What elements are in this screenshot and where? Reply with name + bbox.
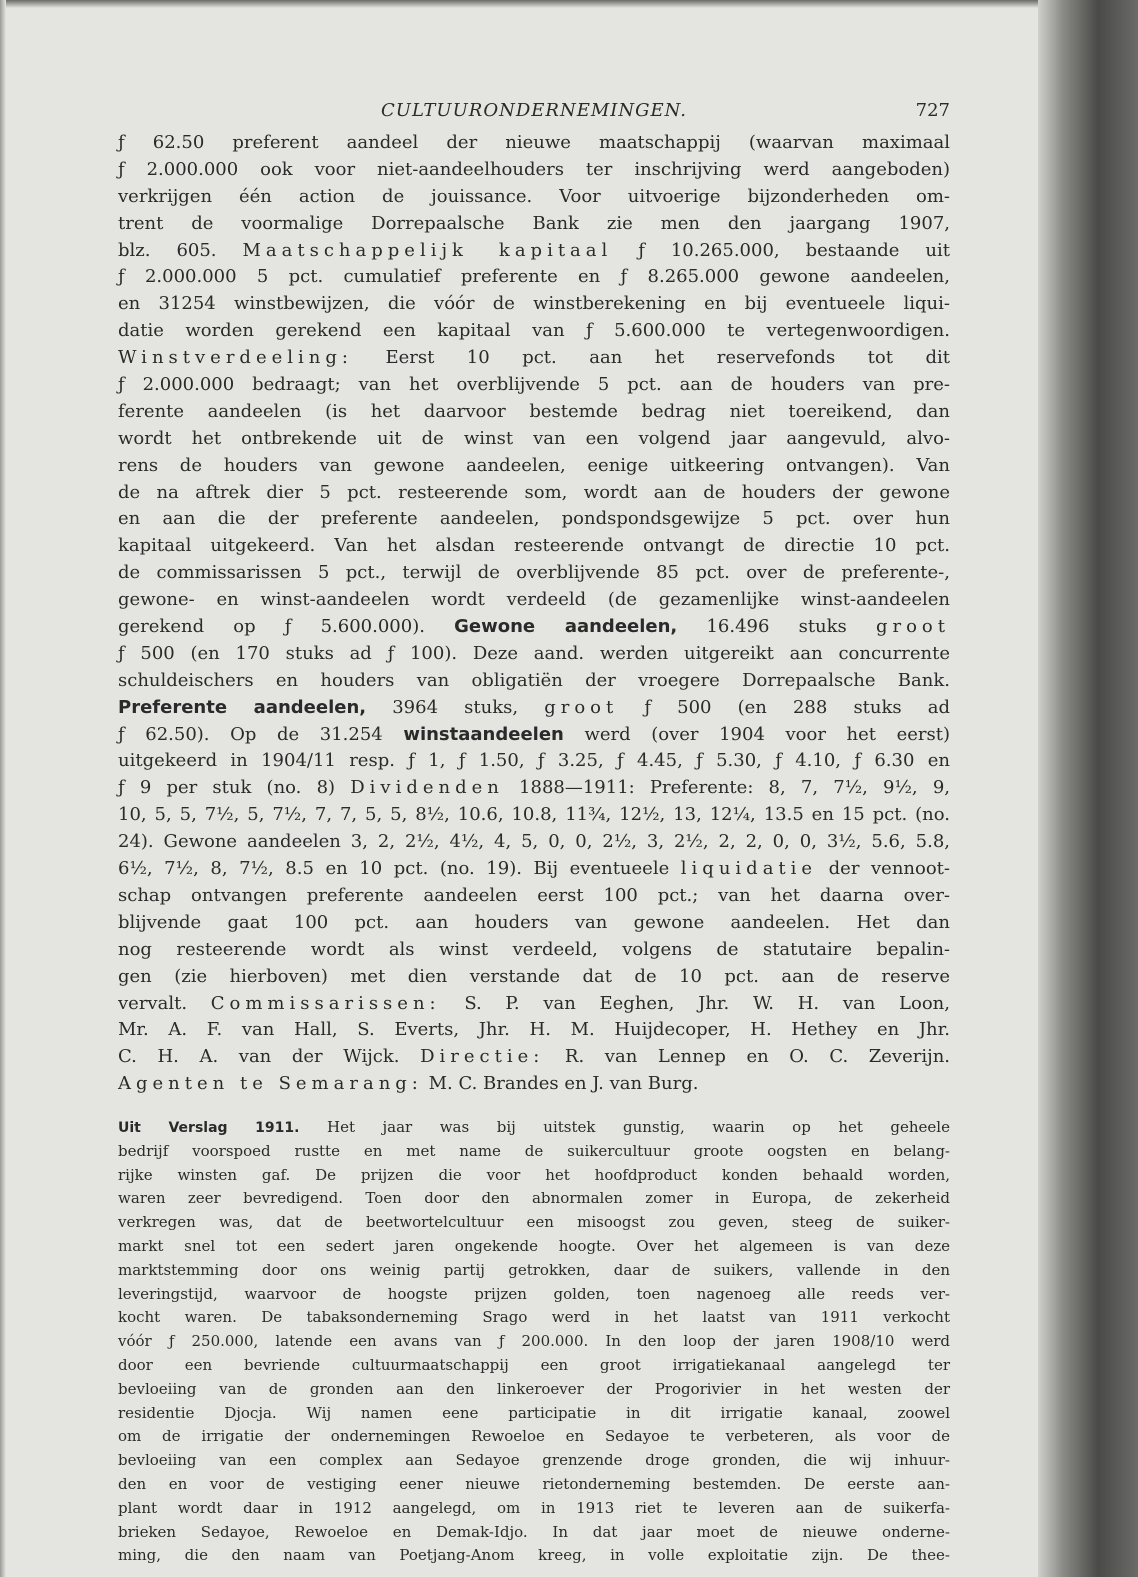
text-line [118,264,950,291]
text-run: den en voor de vestiging eener nieuwe rietonderneming bestemden. De eerste aan- [118,1474,950,1493]
text-run: ƒ 2.000.000 ook voor niet-aandeelhouders ter inschrijving werd aangeboden) [118,158,950,180]
text-run: ƒ 2.000.000 5 pct. cumulatief preferente en ƒ 8.265.000 gewone aandeelen, [118,266,950,288]
note-line [118,1473,950,1497]
text-line [118,668,950,695]
text-line [118,345,950,372]
text-line [118,560,950,587]
text-line [118,130,950,157]
spaced-emphasis: Dividenden [350,777,504,799]
text-run: 3964 stuks, [366,696,545,718]
text-line [118,964,950,991]
spaced-emphasis: Winstverdeeling: [118,347,353,369]
text-run: S. P. van Eeghen, Jhr. W. H. van Loon, [440,992,951,1014]
book-spine-shadow [1038,0,1138,1577]
text-run: Het jaar was bij uitstek gunstig, waarin op het geheele [299,1118,950,1136]
text-run: 16.496 stuks [677,616,876,638]
text-run: de commissarissen 5 pct., terwijl de overblijvende 85 pct. over de preferente-, [118,562,950,584]
text-line [118,910,950,937]
note-line [118,1140,950,1164]
text-run: ƒ 62.50). Op de 31.254 [118,723,404,745]
bold-heading: Uit Verslag 1911. [118,1120,300,1136]
spaced-emphasis: Agenten te Semarang: [118,1073,423,1095]
note-line [118,1425,950,1449]
note-line [118,1497,950,1521]
text-line [118,399,950,426]
text-run: residentie Djocja. Wij namen eene participatie in dit irrigatie kanaal, zoowel [118,1403,950,1422]
text-run: kocht waren. De tabaksonderneming Srago werd in het laatst van 1911 verkocht [118,1308,950,1327]
text-run: markt snel tot een sedert jaren ongekende hoogte. Over het algemeen is van deze [118,1236,950,1255]
text-run: bedrijf voorspoed rustte en met name de suikercultuur groote oogsten en belang- [118,1141,950,1160]
text-run: wordt het ontbrekende uit de winst van een volgend jaar aangevuld, alvo- [118,427,950,449]
spaced-emphasis: groot [544,696,619,718]
text-run: blijvende gaat 100 pct. aan houders van gewone aandeelen. Het dan [118,911,950,933]
note-line [118,1521,950,1545]
text-line [118,184,950,211]
text-run: M. C. Brandes en J. van Burg. [422,1073,699,1095]
text-run: rijke winsten gaf. De prijzen die voor het hoofdproduct konden behaald worden, [118,1165,950,1184]
text-run: gerekend op ƒ 5.600.000). [118,616,455,638]
text-run: kapitaal uitgekeerd. Van het alsdan resteerende ontvangt de directie 10 pct. [118,535,950,557]
text-run: ƒ 2.000.000 bedraagt; van het overblijvende 5 pct. aan de houders van pre- [118,374,950,396]
bold-heading: winstaandeelen [403,723,564,745]
text-line [118,587,950,614]
text-run: R. van Lennep en O. C. Zeverijn. [544,1046,951,1068]
text-run: schap ontvangen preferente aandeelen eerst 100 pct.; van het daarna over- [118,884,950,906]
text-run: vervalt. [118,992,211,1014]
text-run: Eerst 10 pct. aan het reservefonds tot dit [352,347,950,369]
text-run: en aan die der preferente aandeelen, pondspondsgewijze 5 pct. over hun [118,508,950,530]
text-run: gewone- en winst-aandeelen wordt verdeeld (de gezamenlijke winst-aandeelen [118,589,950,611]
text-line [118,883,950,910]
text-run: leveringstijd, waarvoor de hoogste prijzen golden, toen nagenoeg alle reeds ver- [118,1284,950,1303]
note-line [118,1211,950,1235]
text-line [118,533,950,560]
text-run: C. H. A. van der Wijck. [118,1046,421,1068]
text-line [118,775,950,802]
spaced-emphasis: groot [875,616,950,638]
spaced-emphasis: Maatschappelijk kapitaal [242,239,613,261]
text-run: ƒ 10.265.000, bestaande uit [612,239,950,261]
text-run: nog resteerende wordt als winst verdeeld, volgens de statutaire bepalin- [118,938,950,960]
bold-heading: Gewone aandeelen, [454,616,678,638]
note-line [118,1306,950,1330]
text-line [118,991,950,1018]
page-left-edge [0,0,6,1577]
text-line [118,641,950,668]
text-run: en 31254 winstbewijzen, die vóór de winstberekening en bij eventueele liqui- [118,293,950,315]
text-run: Mr. A. F. van Hall, S. Everts, Jhr. H. M. Huijdecoper, H. Hethey en Jhr. [118,1019,950,1041]
text-run: ƒ 500 (en 288 stuks ad [618,696,951,718]
text-run: ferente aandeelen (is het daarvoor bestemde bedrag niet toereikend, dan [118,400,950,422]
spaced-emphasis: Directie: [420,1046,545,1068]
text-line [118,614,950,641]
page-header [118,100,950,126]
text-line [118,318,950,345]
text-run: ming, die den naam van Poetjang-Anom kreeg, in volle exploitatie zijn. De thee- [118,1546,950,1565]
text-run: rens de houders van gewone aandeelen, eenige uitkeering ontvangen). Van [118,454,950,476]
text-line [118,856,950,883]
note-line [118,1449,950,1473]
text-run: waren zeer bevredigend. Toen door den abnormalen zomer in Europa, de zekerheid [118,1189,950,1208]
text-run: 6½, 7½, 8, 7½, 8.5 en 10 pct. (no. 19). Bij eventueele [118,858,681,880]
note-line [118,1283,950,1307]
note-line [118,1544,950,1568]
text-line [118,1044,950,1071]
page-number: 727 [915,100,950,121]
note-line [118,1164,950,1188]
text-line [118,291,950,318]
text-line [118,722,950,749]
text-line [118,372,950,399]
text-run: om de irrigatie der ondernemingen Rewoeloe en Sedayoe te verbeteren, als voor de [118,1427,950,1446]
text-line [118,829,950,856]
text-line [118,453,950,480]
spaced-emphasis: Commissarissen: [210,992,441,1014]
note-line [118,1330,950,1354]
text-line [118,1071,950,1098]
text-line [118,695,950,722]
text-run: de na aftrek dier 5 pct. resteerende som, wordt aan de houders der gewone [118,481,950,503]
note-line [118,1378,950,1402]
text-line [118,506,950,533]
text-run: 10, 5, 5, 7½, 5, 7½, 7, 7, 5, 5, 8½, 10.6, 10.8, 11¾, 12½, 13, 12¼, 13.5 en 15 pct. (no. [118,804,950,826]
text-run: vóór ƒ 250.000, latende een avans van ƒ 200.000. In den loop der jaren 1908/10 werd [118,1332,950,1351]
text-run: brieken Sedayoe, Rewoeloe en Demak-Idjo. In dat jaar moet de nieuwe onderne- [118,1522,950,1541]
text-run: werd (over 1904 voor het eerst) [563,723,950,745]
note-line [118,1116,950,1140]
text-run: bevloeiing van een complex aan Sedayoe grenzende droge gronden, die wij inhuur- [118,1451,950,1470]
text-line [118,426,950,453]
text-line [118,238,950,265]
main-text [118,130,950,1098]
note-line [118,1235,950,1259]
text-run: schuldeischers en houders van obligatiën der vroegere Dorrepaalsche Bank. [118,669,950,691]
text-run: bevloeiing van de gronden aan den linkeroever der Progorivier in het westen der [118,1379,950,1398]
bold-heading: Preferente aandeelen, [118,696,367,718]
text-line [118,211,950,238]
text-run: datie worden gerekend een kapitaal van ƒ 5.600.000 te vertegenwoordigen. [118,320,950,342]
text-run: 1888—1911: Preferente: 8, 7, 7½, 9½, 9, [503,777,950,799]
text-line [118,1017,950,1044]
text-run: verkregen was, dat de beetwortelcultuur een misoogst zou geven, steeg de suiker- [118,1213,950,1232]
text-run: verkrijgen één action de jouissance. Voor uitvoerige bijzonderheden om- [118,185,950,207]
note-line [118,1354,950,1378]
text-run: plant wordt daar in 1912 aangelegd, om in 1913 riet te leveren aan de suikerfa- [118,1498,950,1517]
note-line [118,1402,950,1426]
text-run: uitgekeerd in 1904/11 resp. ƒ 1, ƒ 1.50, ƒ 3.25, ƒ 4.45, ƒ 5.30, ƒ 4.10, ƒ 6.30 en [118,750,950,772]
text-run: door een bevriende cultuurmaatschappij een groot irrigatiekanaal aangelegd ter [118,1355,950,1374]
note-line [118,1187,950,1211]
text-run: der vennoot- [817,858,950,880]
text-line [118,802,950,829]
text-run: ƒ 500 (en 170 stuks ad ƒ 100). Deze aand. werden uitgereikt aan concurrente [118,642,950,664]
text-line [118,937,950,964]
text-run: ƒ 62.50 preferent aandeel der nieuwe maatschappij (waarvan maximaal [118,132,950,153]
text-run: blz. 605. [118,239,243,261]
text-run: trent de voormalige Dorrepaalsche Bank zie men den jaargang 1907, [118,212,950,234]
text-line [118,748,950,775]
text-line [118,157,950,184]
text-line [118,480,950,507]
text-run: gen (zie hierboven) met dien verstande dat de 10 pct. aan de reserve [118,965,950,987]
spaced-emphasis: liquidatie [680,858,818,880]
running-title: CULTUURONDERNEMINGEN. [381,100,687,121]
note-line [118,1259,950,1283]
page-top-edge [0,0,1040,8]
report-excerpt [118,1116,950,1568]
text-run: 24). Gewone aandeelen 3, 2, 2½, 4½, 4, 5, 0, 0, 2½, 3, 2½, 2, 2, 0, 0, 3½, 5.6, 5.8, [118,831,950,853]
text-run: marktstemming door ons weinig partij getrokken, daar de suikers, vallende in den [118,1260,950,1279]
text-run: ƒ 9 per stuk (no. 8) [118,777,351,799]
